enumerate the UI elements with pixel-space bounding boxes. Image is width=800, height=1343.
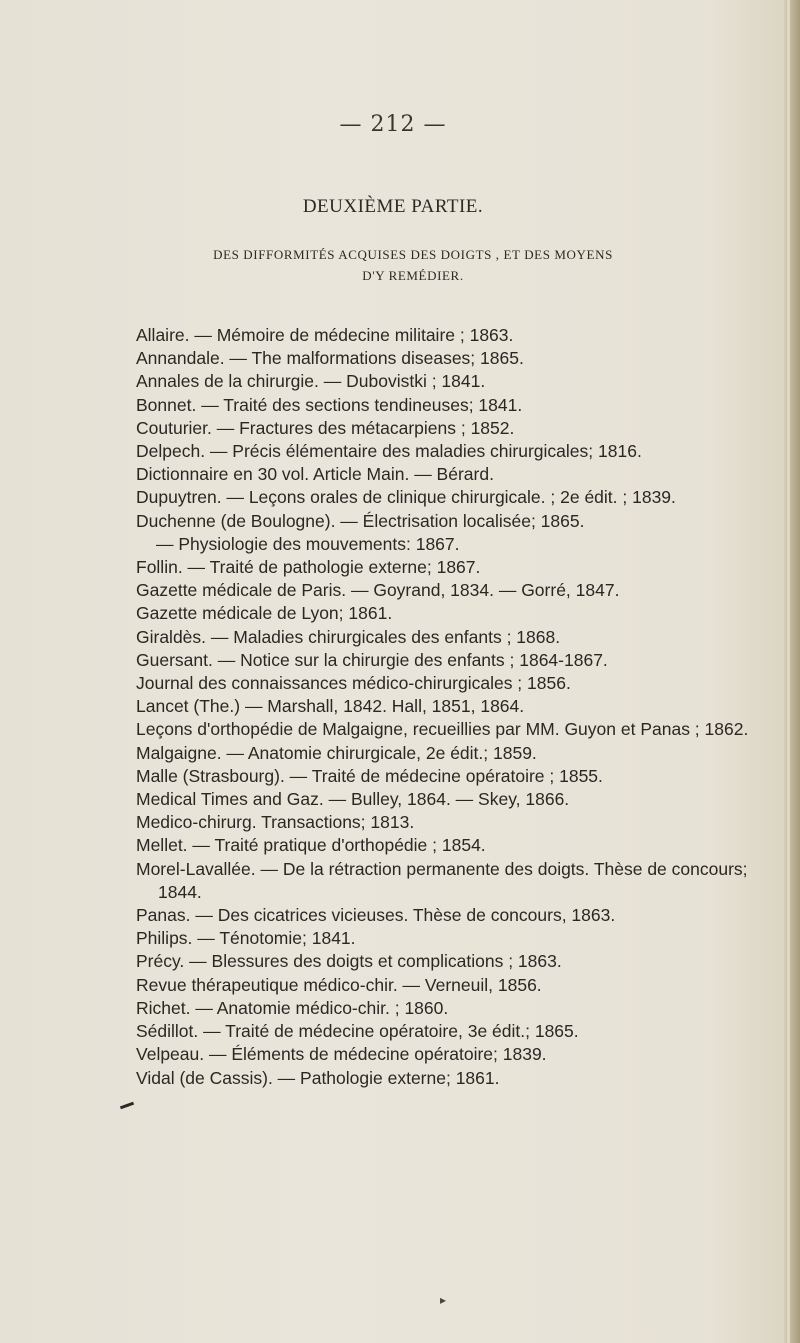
page-number: — 212 —: [339, 112, 447, 137]
bibliography-entry: Giraldès. — Maladies chirurgicales des enfants ; 1868.: [136, 626, 561, 647]
bibliography-entry: Malgaigne. — Anatomie chirurgicale, 2e édit.; 1859.: [136, 742, 537, 763]
bibliography-entry: Sédillot. — Traité de médecine opératoire, 3e édit.; 1865.: [136, 1021, 579, 1042]
bibliography-entry: Lancet (The.) — Marshall, 1842. Hall, 1851, 1864.: [136, 696, 525, 717]
bibliography-entry: Annandale. — The malformations diseases; 1865.: [136, 348, 524, 369]
section-subtitle: [20, 244, 800, 286]
bibliography-entry: Medical Times and Gaz. — Bulley, 1864. — Skey, 1866.: [136, 789, 570, 810]
bibliography-entry: Follin. — Traité de pathologie externe; 1867.: [136, 557, 481, 578]
bibliography-entry: Panas. — Des cicatrices vicieuses. Thèse de concours, 1863.: [136, 905, 616, 926]
bibliography-entry: Delpech. — Précis élémentaire des maladies chirurgicales; 1816.: [136, 441, 642, 462]
bibliography-entry: Richet. — Anatomie médico-chir. ; 1860.: [136, 997, 449, 1018]
bibliography-entry: Gazette médicale de Paris. — Goyrand, 1834. — Gorré, 1847.: [136, 580, 620, 601]
bibliography-entry: Gazette médicale de Lyon; 1861.: [136, 603, 393, 624]
bibliography-entry: Velpeau. — Éléments de médecine opératoire; 1839.: [136, 1044, 547, 1065]
bibliography-entry: Journal des connaissances médico-chirurgicales ; 1856.: [136, 673, 571, 694]
bibliography-entry: Allaire. — Mémoire de médecine militaire ; 1863.: [136, 325, 514, 345]
bibliography-entry: Vidal (de Cassis). — Pathologie externe; 1861.: [136, 1067, 500, 1088]
subtitle-line-1: DES DIFFORMITÉS ACQUISES DES DOIGTS , ET DES MOYENS: [213, 247, 613, 262]
bibliography-entry: Bonnet. — Traité des sections tendineuses; 1841.: [136, 394, 523, 415]
bibliography-list: [136, 324, 776, 1090]
bibliography-entry: Philips. — Ténotomie; 1841.: [136, 928, 356, 949]
bibliography-entry: Morel-Lavallée. — De la rétraction permanente des doigts. Thèse de concours; 1844.: [136, 858, 748, 902]
bibliography-entry: Guersant. — Notice sur la chirurgie des enfants ; 1864-1867.: [136, 649, 608, 670]
bibliography-entry: Couturier. — Fractures des métacarpiens ; 1852.: [136, 417, 515, 438]
bibliography-entry: Leçons d'orthopédie de Malgaigne, recueillies par MM. Guyon et Panas ; 1862.: [136, 719, 749, 740]
page-edge-highlight: [787, 0, 790, 1343]
bibliography-entry: Dictionnaire en 30 vol. Article Main. — Bérard.: [136, 464, 494, 485]
subtitle-line-2: D'Y REMÉDIER.: [362, 268, 464, 283]
bibliography-entry: Medico-chirurg. Transactions; 1813.: [136, 812, 415, 833]
bibliography-entry: Duchenne (de Boulogne). — Électrisation localisée; 1865.: [136, 510, 585, 531]
bibliography-entry: Malle (Strasbourg). — Traité de médecine opératoire ; 1855.: [136, 765, 603, 786]
part-title: DEUXIÈME PARTIE.: [302, 196, 484, 217]
bibliography-entry: Annales de la chirurgie. — Dubovistki ; 1841.: [136, 371, 486, 392]
bibliography-entry: Précy. — Blessures des doigts et complications ; 1863.: [136, 951, 562, 972]
bibliography-entry: Dupuytren. — Leçons orales de clinique chirurgicale. ; 2e édit. ; 1839.: [136, 487, 676, 508]
bibliography-entry: Revue thérapeutique médico-chir. — Verneuil, 1856.: [136, 974, 542, 995]
bibliography-entry: Mellet. — Traité pratique d'orthopédie ; 1854.: [136, 835, 486, 856]
footer-mark: ▸: [440, 1293, 447, 1307]
bibliography-entry: — Physiologie des mouvements: 1867.: [156, 533, 460, 554]
